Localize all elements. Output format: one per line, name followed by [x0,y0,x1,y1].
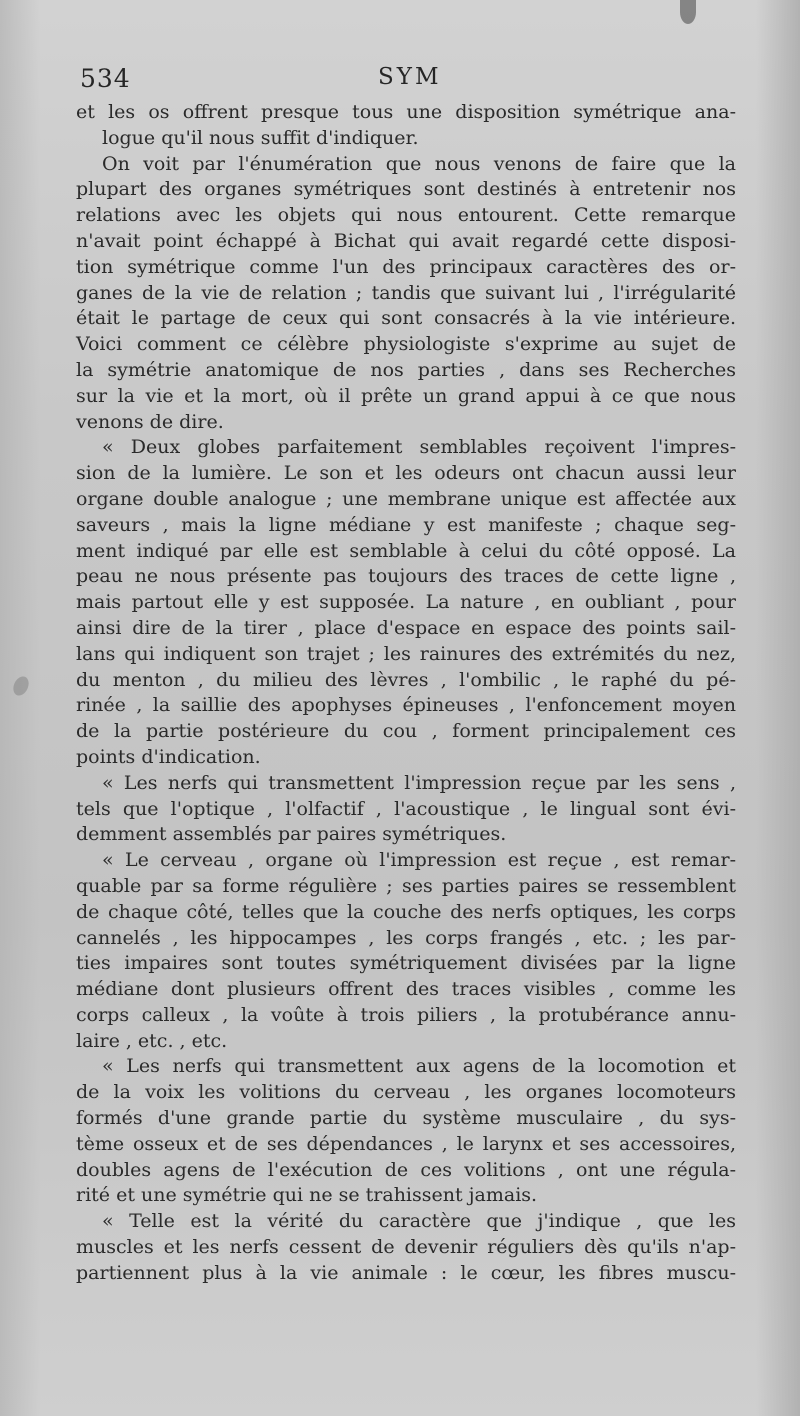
text-line: muscles et les nerfs cessent de devenir réguliers dès qu'ils n'ap- [76,1236,736,1259]
text-line: saveurs , mais la ligne médiane y est manifeste ; chaque seg- [76,513,736,536]
text-line: ganes de la vie de relation ; tandis que suivant lui , l'irrégularité [76,281,736,304]
page-number: 534 [80,64,131,93]
text-line: On voit par l'énumération que nous venons de faire que la [102,152,736,175]
text-line: du menton , du milieu des lèvres , l'ombilic , le raphé du pé- [76,668,736,691]
text-line: tème osseux et de ses dépendances , le larynx et ses accessoires, [76,1132,736,1155]
text-line: rité et une symétrie qui ne se trahissent jamais. [76,1184,538,1207]
page-gutter-shadow [0,0,40,1416]
text-line: « Les nerfs qui transmettent aux agens de la locomotion et [102,1055,736,1078]
text-line: était le partage de ceux qui sont consacrés à la vie intérieure. [76,307,736,330]
text-line: mais partout elle y est supposée. La nature , en oubliant , pour [76,591,736,614]
text-line: sur la vie et la mort, où il prête un grand appui à ce que nous [76,384,736,407]
text-line: de la partie postérieure du cou , forment principalement ces [76,720,736,743]
text-line: « Telle est la vérité du caractère que j'indique , que les [102,1210,736,1233]
text-line: tion symétrique comme l'un des principaux caractères des or- [76,255,736,278]
text-line: cannelés , les hippocampes , les corps frangés , etc. ; les par- [76,926,736,949]
text-line: « Les nerfs qui transmettent l'impression reçue par les sens , [102,771,736,794]
text-line: quable par sa forme régulière ; ses parties paires se ressemblent [76,874,736,897]
text-line: logue qu'il nous suffit d'indiquer. [102,126,419,149]
text-line: relations avec les objets qui nous entourent. Cette remarque [76,204,736,227]
body-text [76,100,736,1287]
running-head: SYM [378,64,442,90]
text-line: ment indiqué par elle est semblable à celui du côté opposé. La [76,539,736,562]
text-line: médiane dont plusieurs offrent des traces visibles , comme les [76,978,736,1001]
text-line: n'avait point échappé à Bichat qui avait regardé cette disposi- [76,229,736,252]
text-line: « Deux globes parfaitement semblables reçoivent l'impres- [102,436,736,459]
ink-stain [680,0,696,24]
text-line: organe double analogue ; une membrane unique est affectée aux [76,487,736,510]
text-line: points d'indication. [76,745,261,768]
text-line: plupart des organes symétriques sont destinés à entretenir nos [76,178,736,201]
text-line: sion de la lumière. Le son et les odeurs ont chacun aussi leur [76,462,736,485]
text-line: ainsi dire de la tirer , place d'espace en espace des points sail- [76,616,736,639]
text-line: et les os offrent presque tous une disposition symétrique ana- [76,101,736,123]
text-line: lans qui indiquent son trajet ; les rainures des extrémités du nez, [76,642,736,665]
text-line: corps calleux , la voûte à trois piliers , la protubérance annu- [76,1003,736,1026]
text-line: de la voix les volitions du cerveau , les organes locomoteurs [76,1081,736,1104]
text-line: partiennent plus à la vie animale : le cœur, les fibres muscu- [76,1261,736,1284]
text-line: tels que l'optique , l'olfactif , l'acoustique , le lingual sont évi- [76,797,736,820]
text-line: formés d'une grande partie du système musculaire , du sys- [76,1107,736,1130]
text-line: Voici comment ce célèbre physiologiste s'exprime au sujet de [76,333,736,356]
text-line: « Le cerveau , organe où l'impression est reçue , est remar- [102,849,736,872]
text-line: ties impaires sont toutes symétriquement divisées par la ligne [76,952,736,975]
page-edge-shadow [756,0,800,1416]
text-line: venons de dire. [76,410,224,433]
text-line: rinée , la saillie des apophyses épineuses , l'enfoncement moyen [76,694,736,717]
text-line: la symétrie anatomique de nos parties , dans ses Recherches [76,358,736,381]
text-line: demment assemblés par paires symétriques. [76,823,507,846]
text-line: doubles agens de l'exécution de ces volitions , ont une régula- [76,1158,736,1181]
text-line: laire , etc. , etc. [76,1029,228,1052]
text-line: de chaque côté, telles que la couche des nerfs optiques, les corps [76,900,736,923]
text-line: peau ne nous présente pas toujours des traces de cette ligne , [76,565,736,588]
